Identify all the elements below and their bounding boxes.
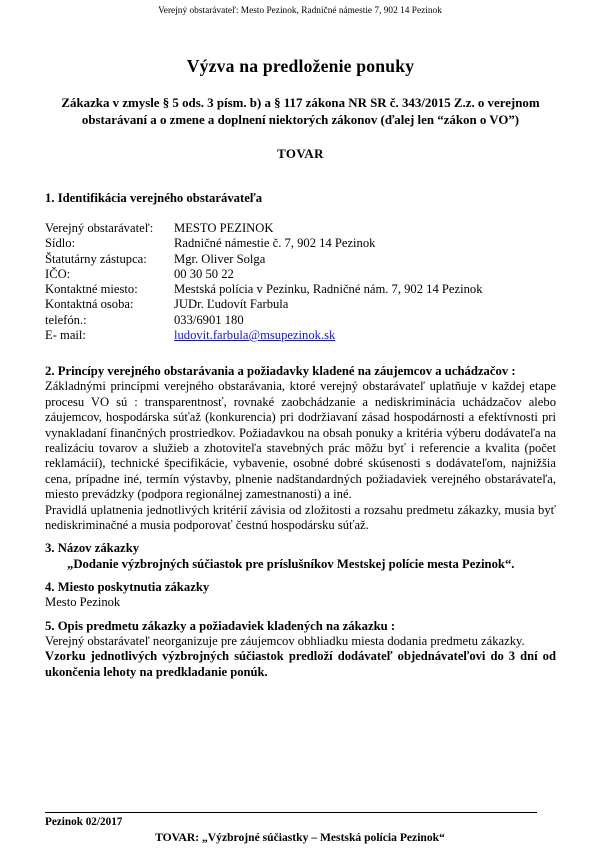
section-5-paragraph-1: Verejný obstarávateľ neorganizuje pre záujemcov obhliadku miesta dodania predmetu zákazky.	[45, 633, 525, 648]
row-value: 033/6901 180	[174, 312, 244, 327]
page-title: Výzva na predloženie ponuky	[186, 56, 415, 76]
email-label: E- mail:	[45, 328, 86, 343]
section-5-heading: 5. Opis predmetu zákazky a požiadaviek kladených na zákazku :	[45, 618, 396, 633]
section-4-value: Mesto Pezinok	[45, 595, 121, 610]
row-value: 00 30 50 22	[174, 266, 234, 281]
row-value: Radničné námestie č. 7, 902 14 Pezinok	[174, 236, 376, 251]
row-label: Kontaktná osoba:	[45, 297, 134, 312]
section-1-heading: 1. Identifikácia verejného obstarávateľa	[45, 191, 263, 205]
row-label: IČO:	[45, 266, 71, 281]
table-row	[45, 282, 483, 297]
footer-place-date: Pezinok 02/2017	[45, 816, 123, 828]
section-3-value: „Dodanie výzbrojných súčiastok pre príslušníkov Mestskej polície mesta Pezinok“.	[67, 557, 515, 572]
section-2-heading: 2. Princípy verejného obstarávania a požiadavky kladené na záujemcov a uchádzačov :	[45, 364, 516, 379]
document-subtitle: Zákazka v zmysle § 5 ods. 3 písm. b) a § 117 zákona NR SR č. 343/2015 Z.z. o verejnom obstarávaní a o zmene a doplnení niektorých zákonov (ďalej len “zákon o VO”)	[61, 96, 540, 127]
section-5-paragraph-2: Vzorku jednotlivých výzbrojných súčiastok predloží dodávateľ objednávateľovi do 3 dní od ukončenia lehoty na predkladanie ponúk.	[45, 649, 556, 679]
row-value: JUDr. Ľudovít Farbula	[174, 297, 289, 312]
table-row-email	[45, 328, 483, 343]
row-label: telefón.:	[45, 312, 87, 327]
row-label: Štatutárny zástupca:	[45, 251, 147, 266]
section-2-paragraph-2: Pravidlá uplatnenia jednotlivých kritérií závisia od zložitosti a rozsahu predmetu zákazky, musia byť nediskriminačné a musia podporovať čestnú hospodársku súťaž.	[45, 502, 556, 533]
table-row	[45, 313, 483, 328]
running-header: Verejný obstarávateľ: Mesto Pezinok, Radničné námestie 7, 902 14 Pezinok	[158, 6, 442, 16]
footer-subject-line: TOVAR: „Výzbrojné súčiastky – Mestská polícia Pezinok“	[155, 831, 445, 844]
section-3-heading: 3. Názov zákazky	[45, 541, 140, 556]
row-label: Sídlo:	[45, 236, 76, 251]
procurement-type: TOVAR	[277, 147, 324, 161]
section-2-paragraph-1: Základnými princípmi verejného obstarávania, ktoré verejný obstarávateľ uplatňuje v každej etape procesu VO sú : transparentnosť, rovnaké zaobchádzanie a nediskriminácia uchádzačov alebo záujemcov, hospodárska súťaž (konkurencia) pri dodržiavaní zásad hospodárnosti a efektívnosti pri vynakladaní finančných prostriedkov. Požiadavkou na obsah ponuky a kritéria výberu dodávateľa na realizáciu tovarov a služieb a zhotoviteľa stavebných prác môžu byť i referencie a kvalita (počet reklamácií), technické špecifikácie, vybavenie, osobné dobré skúsenosti s dodávateľom, najnižšia cena, prípadne iné, termín výstavby, plnenie nadštandardných požiadaviek verejného obstarávateľa, miesto prevádzky (podpora regionálnej zamestnanosti) a iné.	[45, 379, 556, 502]
contracting-authority-table	[45, 221, 483, 343]
row-value: Mgr. Oliver Solga	[174, 251, 266, 266]
row-label: Kontaktné miesto:	[45, 282, 138, 297]
table-row	[45, 297, 483, 312]
table-row	[45, 236, 483, 251]
row-label: Verejný obstarávateľ:	[45, 221, 154, 235]
row-value: Mestská polícia v Pezinku, Radničné nám. 7, 902 14 Pezinok	[174, 282, 483, 297]
contact-email-link[interactable]: ludovit.farbula@msupezinok.sk	[174, 328, 336, 343]
table-row	[45, 252, 483, 267]
footer-divider	[45, 812, 537, 813]
section-4-heading: 4. Miesto poskytnutia zákazky	[45, 580, 210, 595]
table-row	[45, 221, 483, 236]
document-body	[45, 55, 556, 680]
row-value: MESTO PEZINOK	[174, 221, 274, 235]
table-row	[45, 267, 483, 282]
